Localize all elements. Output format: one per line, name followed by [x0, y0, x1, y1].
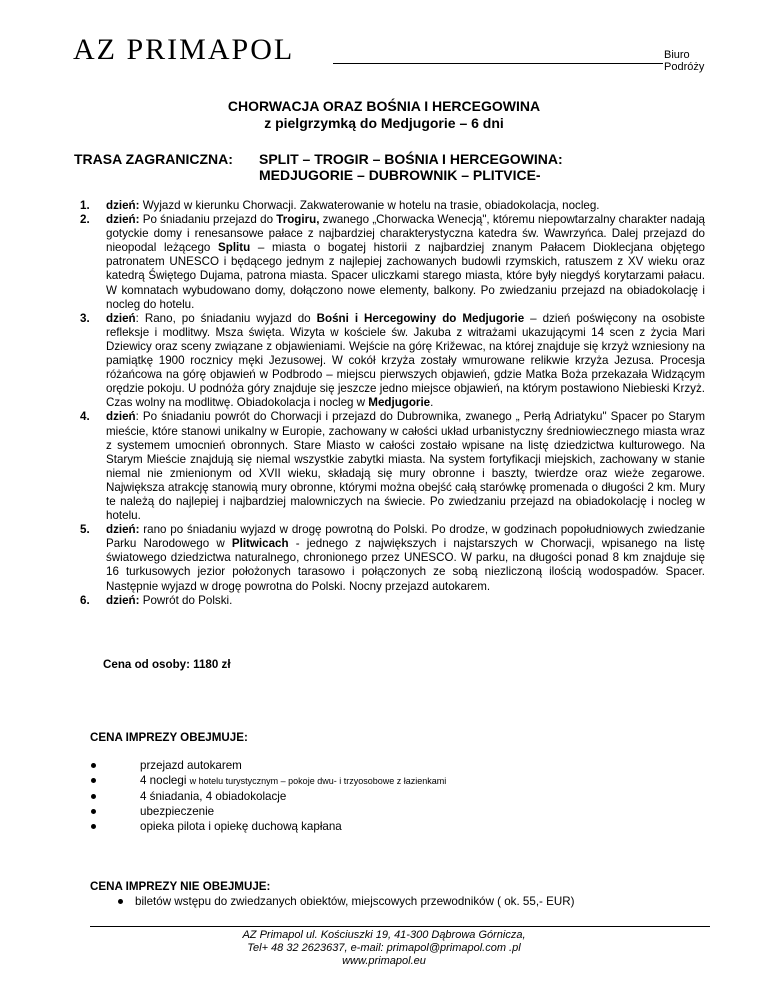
- day-number: 4.: [80, 410, 90, 424]
- day-text-bold: Trogiru,: [276, 213, 320, 227]
- includes-item: [90, 758, 446, 773]
- route-line2: MEDJUGORIE – DUBROWNIK – PLITVICE-: [259, 167, 541, 183]
- day-number: 3.: [80, 311, 90, 325]
- footer-address-line: AZ Primapol ul. Kościuszki 19, 41-300 Dąbrowa Górnicza,: [242, 929, 526, 941]
- day-number: 5.: [80, 523, 90, 537]
- header-rule: [333, 63, 663, 64]
- route-line1: SPLIT – TROGIR – BOŚNIA I HERCEGOWINA:: [259, 151, 563, 167]
- itinerary-day: [80, 523, 705, 593]
- day-text-bold: Bośni i Hercegowiny do Medjugorie: [316, 311, 525, 325]
- day-text-bold: dzień: [106, 311, 136, 325]
- day-text: Po śniadaniu przejazd do: [139, 213, 277, 227]
- includes-item-detail: w hotelu turystycznym – pokoje dwu- i trzyosobowe z łazienkami: [189, 776, 447, 786]
- price-per-person: Cena od osoby: 1180 zł: [103, 658, 231, 671]
- day-number: 6.: [80, 593, 90, 607]
- footer-address: [0, 929, 768, 968]
- day-text: Wyjazd w kierunku Chorwacji. Zakwaterowanie w hotelu na trasie, obiadokolacja, nocleg.: [139, 199, 600, 212]
- itinerary-day: [80, 312, 705, 411]
- day-text: : Rano, po śniadaniu wyjazd do: [135, 311, 317, 325]
- includes-title: CENA IMPREZY OBEJMUJE:: [90, 731, 248, 744]
- bullet-icon: [91, 778, 96, 783]
- excludes-title: CENA IMPREZY NIE OBEJMUJE:: [90, 880, 271, 893]
- footer-rule: [90, 926, 710, 927]
- letterhead: [73, 33, 713, 73]
- header-subtitle: Biuro Podróży: [664, 49, 705, 73]
- excludes-item-text: biletów wstępu do zwiedzanych obiektów, miejscowych przewodników ( ok. 55,- EUR): [135, 895, 575, 908]
- bullet-icon: [91, 824, 96, 829]
- includes-item-text: 4 śniadania, 4 obiadokolacje: [140, 790, 287, 803]
- day-text-bold: Plitwicach: [231, 537, 289, 551]
- day-text-bold: dzień:: [106, 199, 140, 212]
- day-text: .: [430, 396, 434, 410]
- includes-item-text: 4 noclegi: [140, 774, 190, 787]
- includes-item-text: opieka pilota i opiekę duchową kapłana: [140, 820, 342, 833]
- itinerary-day: [80, 410, 705, 523]
- excludes-item: [118, 895, 574, 908]
- day-text: rano po śniadaniu wyjazd w drogę powrotną do Polski. Po drodze, w godzinach popołudniowych zwiedzanie Parku Narodowego w: [106, 523, 705, 551]
- itinerary-day: [80, 213, 705, 312]
- day-text: zwanego „Chorwacka Wenecją", któremu niepowtarzalny charakter nadają gotyckie domy i renesansowe pałace z najbardziej charakterystyczna katedra św. Wawrzyńca. Dalej przejazd do nieopodal leżącego: [106, 213, 705, 255]
- day-text-bold: Splitu: [218, 241, 251, 255]
- company-logo: AZ PRIMAPOL: [73, 33, 295, 66]
- includes-item: [90, 789, 446, 804]
- day-text-bold: Medjugorie: [368, 396, 431, 410]
- includes-item-text: przejazd autokarem: [140, 759, 242, 772]
- bullet-icon: [91, 809, 96, 814]
- footer-website[interactable]: www.primapol.eu: [342, 955, 426, 967]
- footer-contact-line: Tel+ 48 32 2623637, e-mail: primapol@primapol.com .pl: [247, 942, 521, 954]
- itinerary-day: [80, 199, 705, 213]
- route-label: TRASA ZAGRANICZNA:: [74, 151, 233, 167]
- day-text: – dzień poświęcony na osobiste refleksje i modlitwy. Msza święta. Wizyta w kościele św. Jakuba z witrażami ukazującymi 14 scen z życia Mari Dziewicy oraz sceny związane z objawieniami. Wejście na górę Križewac, na której znajduje się krzyż wzniesiony na pamiątkę 1900 rocznicy męki Jezusowej. W cokół krzyża zostały wmurowane relikwie krzyża Jezusa. Procesja różańcowa na górę objawień w Podbrodo – miejscu pierwszych objawień, gdzie Matka Boża przekazała Widzącym orędzie pokoju. U podnóża góry znajduje się jeszcze jedno miejsce objawień, na którym postawiono Niebieski Krzyż. Czas wolny na modlitwę. Obiadokolacja i nocleg w: [106, 311, 705, 410]
- day-text-bold: dzień: [106, 410, 136, 424]
- day-number: 2.: [80, 213, 90, 227]
- includes-item-text: ubezpieczenie: [140, 805, 215, 818]
- trip-title: [0, 98, 768, 132]
- includes-list: [90, 758, 446, 834]
- day-text: : Po śniadaniu powrót do Chorwacji i przejazd do Dubrownika, zwanego „ Perłą Adriatyku" Spacer po Starym mieście, które stanowi unikalny w Europie, zachowany w całości układ urbanistyczny średniowiecznego miasta wraz z systemem umocnień obronnych. Stare Miasto w całości zostało wpisane na listę dziedzictwa kulturowego. Na Starym Mieście znajdują się niemal wszystkie zabytki miasta. Na system fortyfikacji miejskich, zachowany w stanie niemal nie zmienionym od XVII wieku, składają się mury obronne i baszty, twierdze oraz wieże zegarowe. Największa atrakcję stanowią mury obronne, którymi można obejść całą starówkę promenada o długości 2 km. Mury te należą do najlepiej i najbardziej malowniczych na świecie. Po zwiedzaniu przejazd na obiadokolację i nocleg w hotelu.: [106, 410, 705, 523]
- day-text-bold: dzień:: [106, 213, 140, 227]
- trip-title-line1: CHORWACJA ORAZ BOŚNIA I HERCEGOWINA: [227, 98, 541, 114]
- day-text-bold: dzień:: [106, 523, 140, 537]
- day-text: – miasta o bogatej historii z najbardziej znanym Pałacem Dioklecjana objętego patronatem UNESCO i będącego jednym z najlepiej zachowanych budowli rzymskich, ratuszem z XV wieku oraz katedrą Świętego Dujama, patrona miasta. Spacer uliczkami starego miasta, które były niegdyś korytarzami pałacu. W komnatach wybudowano domy, dołączono nowe elementy, balkony. Po zwiedzaniu przejazd na obiadokolację i nocleg do hotelu.: [106, 241, 705, 311]
- bullet-icon: [91, 794, 96, 799]
- bullet-icon: [91, 763, 96, 768]
- itinerary-list: [80, 199, 705, 608]
- day-text-bold: dzień:: [106, 593, 140, 607]
- day-text: - jednego z największych i najstarszych w Chorwacji, wpisanego na listę światowego dziedzictwa naturalnego, chronionego przez UNESCO. W parku, na długości ponad 8 km znajduje się 16 turkusowych jezior położonych tarasowo i połączonych ze sobą niezliczoną ilością wodospadów. Spacer. Następnie wyjazd w drogę powrotna do Polski. Nocny przejazd autokarem.: [106, 537, 705, 593]
- includes-item: [90, 773, 446, 789]
- route-text: [259, 151, 679, 183]
- day-text: Powrót do Polski.: [139, 593, 233, 607]
- includes-item: [90, 819, 446, 834]
- bullet-icon: [118, 899, 123, 904]
- itinerary-day: [80, 594, 705, 608]
- day-number: 1.: [80, 199, 90, 212]
- includes-item: [90, 804, 446, 819]
- trip-title-line2: z pielgrzymką do Medjugorie – 6 dni: [264, 115, 504, 131]
